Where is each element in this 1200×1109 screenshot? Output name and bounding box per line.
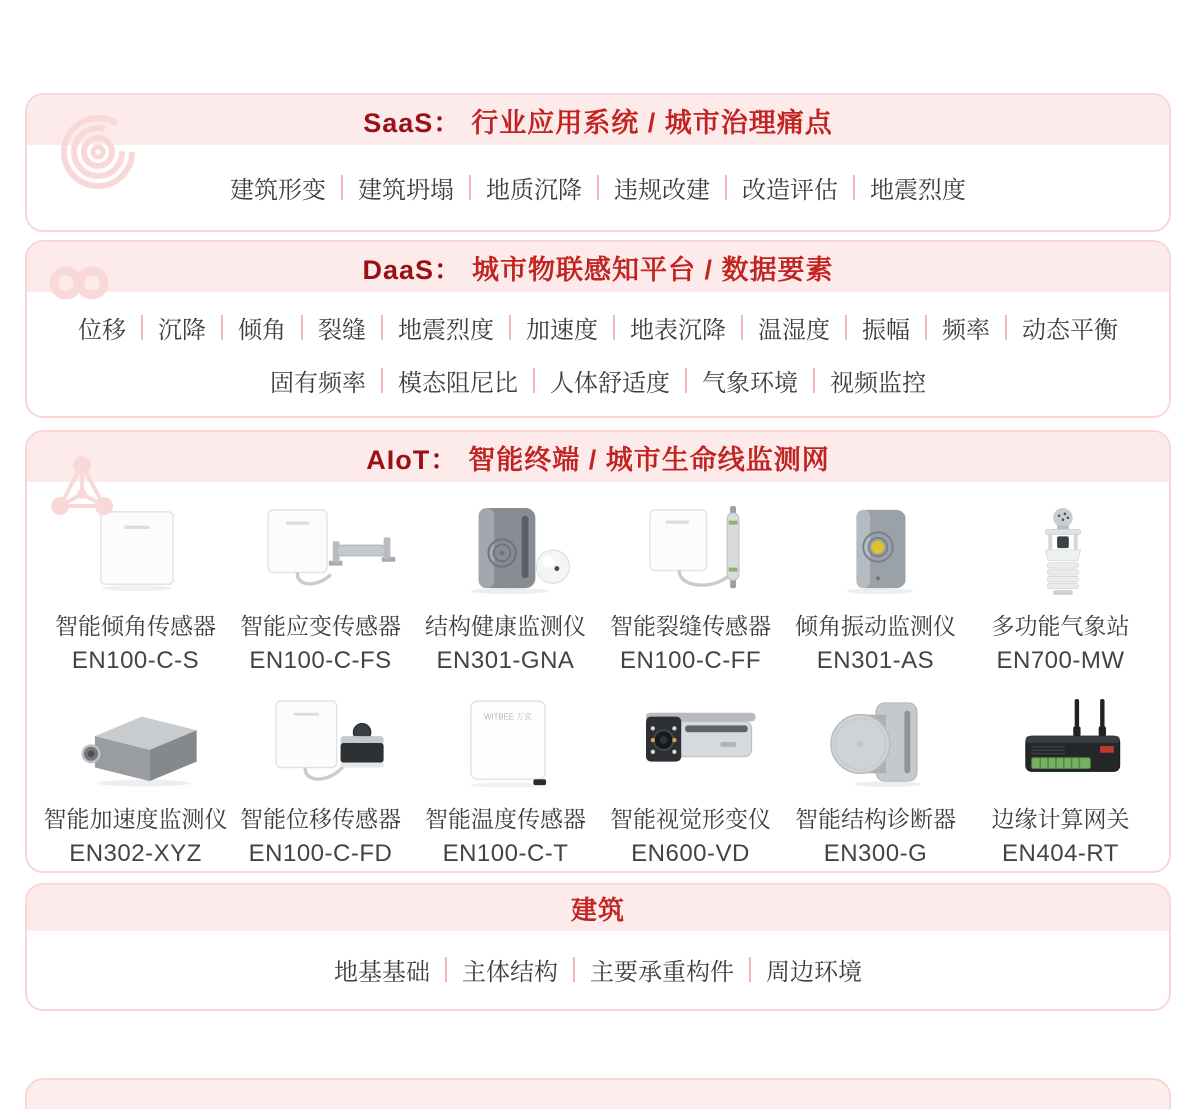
strain-sensor-image [233, 506, 409, 596]
aiot-title: 智能终端 / 城市生命线监测网 [468, 444, 830, 475]
daas-item: 振幅 [862, 317, 910, 344]
structure-diagnostic-image [788, 699, 964, 789]
divider [381, 368, 383, 393]
product-card [43, 699, 228, 868]
product-name: 倾角振动监测仪 [795, 613, 956, 639]
product-card [413, 699, 598, 868]
product-name: 智能裂缝传感器 [610, 613, 771, 639]
divider [845, 315, 847, 340]
daas-item: 温湿度 [758, 317, 830, 344]
aiot-title-prefix: AIoT： [366, 444, 459, 475]
structural-health-monitor-image [418, 506, 594, 596]
product-model: EN100-C-FD [248, 840, 393, 867]
section-daas [25, 240, 1171, 418]
saas-title: 行业应用系统 / 城市治理痛点 [471, 107, 833, 138]
displacement-sensor-image [233, 699, 409, 789]
product-model: EN300-G [823, 840, 928, 867]
temperature-sensor-image [418, 699, 594, 789]
product-card [968, 699, 1153, 868]
product-card [598, 699, 783, 868]
building-title: 建筑 [570, 894, 625, 925]
tilt-sensor-image [48, 506, 224, 596]
accelerometer-image [48, 699, 224, 789]
product-card [783, 699, 968, 868]
product-name: 边缘计算网关 [991, 806, 1130, 832]
building-item: 地基基础 [334, 958, 430, 986]
daas-item: 固有频率 [270, 370, 366, 397]
divider [301, 315, 303, 340]
divider [685, 368, 687, 393]
product-card [968, 506, 1153, 675]
divider [853, 175, 855, 200]
divider [1005, 315, 1007, 340]
product-name: 智能倾角传感器 [55, 613, 216, 639]
product-grid [43, 506, 1153, 868]
divider [741, 315, 743, 340]
saas-item: 地震烈度 [870, 177, 966, 204]
daas-item: 位移 [78, 317, 126, 344]
product-model: EN100-C-S [71, 647, 200, 674]
product-model: EN100-C-FS [249, 647, 392, 674]
divider [445, 957, 447, 982]
daas-title-prefix: DaaS： [362, 254, 463, 285]
building-items-row [334, 952, 862, 987]
building-header-band [27, 885, 1169, 931]
section-saas [25, 93, 1171, 232]
daas-header-band [27, 242, 1169, 292]
divider [341, 175, 343, 200]
product-model: EN301-AS [816, 647, 935, 674]
daas-item: 人体舒适度 [550, 370, 670, 397]
divider [725, 175, 727, 200]
daas-item: 气象环境 [702, 370, 798, 397]
product-name: 智能结构诊断器 [795, 806, 956, 832]
next-section-band-partial [25, 1078, 1171, 1109]
product-name: 智能位移传感器 [240, 806, 401, 832]
divider [141, 315, 143, 340]
product-model: EN100-C-T [442, 840, 569, 867]
divider [749, 957, 751, 982]
daas-items-row-2 [27, 363, 1169, 398]
product-model: EN600-VD [631, 840, 750, 867]
edge-gateway-image [973, 699, 1149, 789]
product-model: EN404-RT [1002, 840, 1119, 867]
device-brand-label: WITBEE 万宾 [483, 712, 532, 722]
divider [221, 315, 223, 340]
section-building [25, 883, 1171, 1011]
divider [509, 315, 511, 340]
daas-item: 加速度 [526, 317, 598, 344]
divider [533, 368, 535, 393]
saas-items-row [230, 170, 966, 205]
daas-item: 地震烈度 [398, 317, 494, 344]
daas-item: 裂缝 [318, 317, 366, 344]
building-item: 主体结构 [462, 958, 558, 986]
product-model: EN302-XYZ [69, 840, 202, 867]
product-card [43, 506, 228, 675]
product-name: 智能加速度监测仪 [43, 806, 228, 832]
saas-item: 建筑形变 [230, 177, 326, 204]
product-name: 结构健康监测仪 [425, 613, 586, 639]
daas-item: 动态平衡 [1022, 317, 1118, 344]
product-name: 多功能气象站 [991, 613, 1130, 639]
product-card [228, 699, 413, 868]
daas-item: 地表沉降 [630, 317, 726, 344]
saas-item: 地质沉降 [486, 177, 582, 204]
daas-items-row-1 [27, 310, 1169, 345]
daas-item: 倾角 [238, 317, 286, 344]
saas-header-band [27, 95, 1169, 145]
tilt-vibration-monitor-image [788, 506, 964, 596]
product-model: EN100-C-FF [619, 647, 762, 674]
divider [925, 315, 927, 340]
product-name: 智能视觉形变仪 [610, 806, 771, 832]
section-aiot [25, 430, 1171, 873]
saas-title-prefix: SaaS： [363, 107, 462, 138]
saas-item: 改造评估 [742, 177, 838, 204]
saas-item: 建筑坍塌 [358, 177, 454, 204]
divider [573, 957, 575, 982]
divider [613, 315, 615, 340]
vision-camera-image [603, 699, 779, 789]
divider [597, 175, 599, 200]
daas-title: 城市物联感知平台 / 数据要素 [472, 254, 834, 285]
daas-item: 模态阻尼比 [398, 370, 518, 397]
daas-item: 视频监控 [830, 370, 926, 397]
product-name: 智能温度传感器 [425, 806, 586, 832]
crack-sensor-image [603, 506, 779, 596]
product-model: EN301-GNA [436, 647, 575, 674]
weather-station-image [973, 506, 1149, 596]
product-card [598, 506, 783, 675]
building-item: 主要承重构件 [590, 958, 734, 986]
divider [813, 368, 815, 393]
product-card [228, 506, 413, 675]
building-item: 周边环境 [766, 958, 862, 986]
daas-item: 频率 [942, 317, 990, 344]
product-card [413, 506, 598, 675]
daas-item: 沉降 [158, 317, 206, 344]
product-name: 智能应变传感器 [240, 613, 401, 639]
divider [381, 315, 383, 340]
divider [469, 175, 471, 200]
aiot-header-band [27, 432, 1169, 482]
product-card [783, 506, 968, 675]
saas-item: 违规改建 [614, 177, 710, 204]
product-model: EN700-MW [996, 647, 1125, 674]
